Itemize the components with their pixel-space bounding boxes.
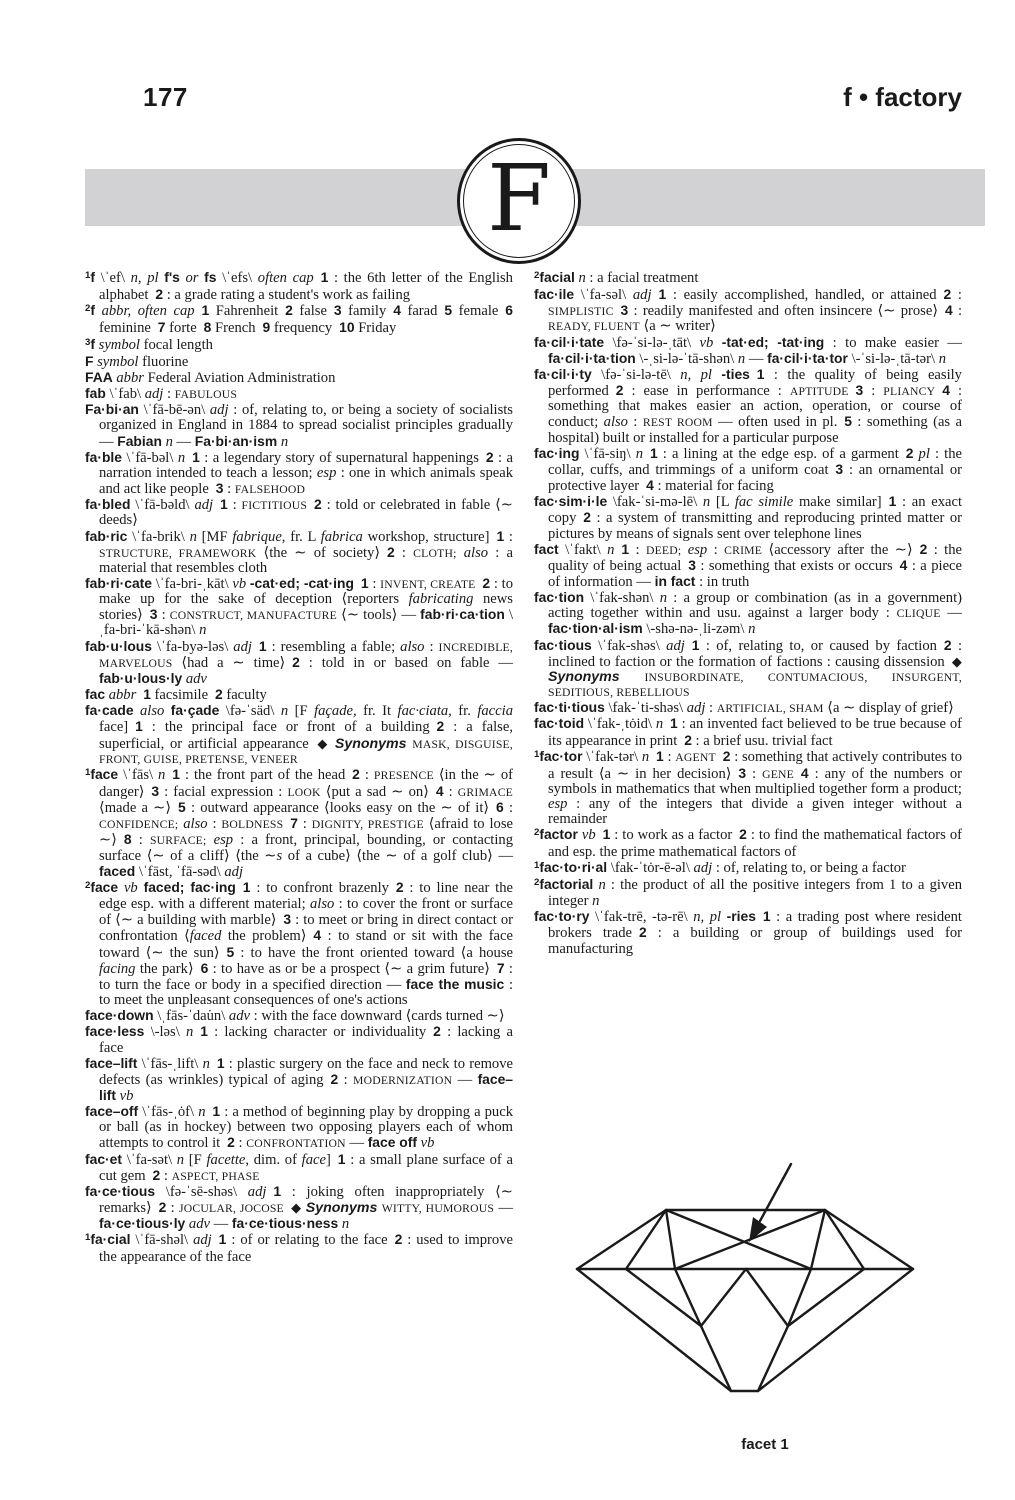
gem-crown-facet [666,1210,675,1269]
dictionary-entry: fac·toid \ˈfak-ˌtȯid\ n 1 : an invented fact believed to be true because of its appearance in print 2 : a brief usu. trivial fact [534,715,962,749]
dictionary-entry: fac·ti·tious \fak-ˈti-shəs\ adj : ARTIFICIAL, SHAM ⟨a ∼ display of grief⟩ [534,699,954,717]
dictionary-entry: F symbol fluorine [85,352,189,370]
dictionary-entry: $^1$fa·cial \ˈfā-shəl\ adj 1 : of or relating to the face 2 : used to improve the appearance of the face [85,1231,513,1265]
dictionary-entry: fac·to·ry \ˈfak-trē, -tə-rē\ n, pl -ries 1 : a trading post where resident brokers trade 2 : a building or group of buildings used for manufacturing [534,908,962,957]
letter-medallion-inner-ring [463,144,575,258]
dictionary-entry: $^3$f symbol focal length [85,335,213,353]
guide-words: f • factory [843,82,962,112]
dictionary-entry: fab·u·lous \ˈfa-byə-ləs\ adj 1 : resembling a fable; also : INCREDIBLE, MARVELOUS ⟨had a ∼ time⟩ 2 : told in or based on fable — fab·u·lous·ly adv [85,637,514,687]
dictionary-entry: $^2$factor vb 1 : to work as a factor 2 : to find the mathematical factors of and esp. the prime mathematical factors of [534,826,962,860]
page-number: 177 [143,82,188,112]
text-columns [85,270,963,1265]
dictionary-entry: fac·ing \ˈfā-siŋ\ n 1 : a lining at the edge esp. of a garment 2 pl : the collar, cuffs, and trimmings of a uniform coat 3 : an ornamental or protective layer 4 : material for facing [534,444,962,495]
dictionary-entry: $^1$fac·to·ri·al \fak-ˈtȯr-ē-əl\ adj : of, relating to, or being a factor [534,858,906,876]
dictionary-entry: fac abbr 1 facsimile 2 faculty [85,686,267,704]
dictionary-entry: $^1$f \ˈef\ n, pl f's or fs \ˈefs\ often cap 1 : the 6th letter of the English alphabet 2 : a grade rating a student's work as failing [85,269,513,304]
right-column [534,270,962,1265]
dictionary-entry: $^1$fac·tor \ˈfak-tər\ n 1 : AGENT 2 : something that actively contributes to a result ⟨a ∼ in her decision⟩ 3 : GENE 4 : any of the numbers or symbols in mathematics that when multiplied together form a product; esp : any of the integers that divide a given integer without a remainder [534,747,962,828]
dictionary-entry: fa·ble \ˈfā-bəl\ n 1 : a legendary story of supernatural happenings 2 : a narration intended to teach a lesson; esp : one in which animals speak and act like people 3 : FALSEHOOD [85,448,513,498]
dictionary-entry: face·less \-ləs\ n 1 : lacking character or individuality 2 : lacking a face [85,1023,514,1056]
letter-medallion [457,138,581,264]
dictionary-entry: FAA abbr Federal Aviation Administration [85,368,336,386]
gem-crown-facet [666,1210,811,1269]
dictionary-entry: fact \ˈfakt\ n 1 : DEED; esp : CRIME ⟨accessory after the ∼⟩ 2 : the quality of being actual 3 : something that exists or occurs 4 : a piece of information — in fact : in truth [534,540,963,590]
dictionary-entry: face–off \ˈfās-ˌȯf\ n 1 : a method of beginning play by dropping a puck or ball (as in hockey) between two opposing players each of whom attempts to control it 2 : CONFRONTATION — face off vb [85,1103,513,1152]
dictionary-entry: fab·ric \ˈfa-brik\ n [MF fabrique, fr. L fabrica workshop, structure] 1 : STRUCTURE, FRAMEWORK ⟨the ∼ of society⟩ 2 : CLOTH; also : a material that resembles cloth [85,527,513,576]
dictionary-entry: fac·ile \ˈfa-səl\ adj 1 : easily accomplished, handled, or attained 2 : SIMPLISTIC 3 : readily manifested and often insincere ⟨∼ prose⟩ 4 : READY, FLUENT ⟨a ∼ writer⟩ [534,286,962,335]
left-column [85,270,513,1265]
dictionary-entry: fac·tious \ˈfak-shəs\ adj 1 : of, relating to, or caused by faction 2 : inclined to faction or the formation of factions : causing dissension ◆ Synonyms INSUBORDINATE, CONTUMACIOUS, INSURGENT, SEDITIOUS, REBELLIOUS [534,636,963,700]
gem-figure [563,1158,967,1458]
gem-crown-facet [825,1210,864,1269]
dictionary-entry: fac·tion \ˈfak-shən\ n : a group or combination (as in a government) acting together within and usu. against a larger body : CLIQUE — fac·tion·al·ism \-shə-nə-ˌli-zəm\ n [534,589,962,638]
dictionary-entry: Fa·bi·an \ˈfā-bē-ən\ adj : of, relating to, or being a society of socialists organized in England in 1884 to spread socialist principles gradually — Fabian n — Fa·bi·an·ism n [85,401,513,450]
dictionary-entry: fa·cil·i·ty \fə-ˈsi-lə-tē\ n, pl -ties 1 : the quality of being easily performed 2 : ease in performance : APTITUDE 3 : PLIANCY 4 : something that makes easier an action, operation, or course of conduct; also : REST ROOM — often used in pl. 5 : something (as a hospital) built or installed for a particular purpose [534,365,963,446]
dictionary-entry: face–lift \ˈfās-ˌlift\ n 1 : plastic surgery on the face and neck to remove defects (as wrinkles) typical of aging 2 : MODERNIZATION — face–lift vb [85,1054,514,1104]
facet-arrow-line [760,1164,791,1221]
gem-illustration [563,1158,967,1458]
section-letter: F [487,145,551,252]
gem-crown-facet [626,1210,666,1269]
figure-caption: facet 1 [741,1436,789,1453]
dictionary-entry: face·down \ˌfās-ˈdau̇n\ adv : with the face downward ⟨cards turned ∼⟩ [85,1007,505,1025]
dictionary-entry: $^1$face \ˈfās\ n 1 : the front part of the head 2 : PRESENCE ⟨in the ∼ of danger⟩ 3 : facial expression : LOOK ⟨put a sad ∼ on⟩ 4 : GRIMACE ⟨made a ∼⟩ 5 : outward appearance ⟨looks easy on the ∼ of it⟩ 6 : CONFIDENCE; also : BOLDNESS 7 : DIGNITY, PRESTIGE ⟨afraid to lose ∼⟩ 8 : SURFACE; esp : a front, principal, bounding, or contacting surface ⟨∼ of a cliff⟩ ⟨the ∼s of a cube⟩ ⟨the ∼ of a golf club⟩ — faced \ˈfāst, ˈfā-səd\ adj [85,765,514,880]
gem-pavilion-outline [577,1269,913,1391]
dictionary-entry: $^2$facial n : a facial treatment [534,269,699,286]
gem-crown-facet [811,1210,825,1269]
dictionary-entry: fa·cil·i·tate \fə-ˈsi-lə-ˌtāt\ vb -tat·ed; -tat·ing : to make easier — fa·cil·i·ta·tion \-ˌsi-lə-ˈtā-shən\ n — fa·cil·i·ta·tor \-ˈsi-lə-ˌtā-tər\ n [534,333,962,367]
dictionary-entry: $^2$f abbr, often cap 1 Fahrenheit 2 false 3 family 4 farad 5 female 6 feminine 7 forte 8 French 9 frequency 10 Friday [85,302,514,337]
gem-pavilion-facet [626,1269,731,1391]
gem-crown-outline [577,1210,913,1269]
dictionary-entry: $^2$face vb faced; fac·ing 1 : to confront brazenly 2 : to line near the edge esp. with a different material; also : to cover the front or surface of ⟨∼ a building with marble⟩ 3 : to meet or bring in direct contact or confrontation ⟨faced the problem⟩ 4 : to stand or sit with the face toward ⟨∼ the sun⟩ 5 : to have the front oriented toward ⟨a house facing the park⟩ 6 : to have as or be a prospect ⟨∼ a grim future⟩ 7 : to turn the face or body in a specified direction — face the music : to meet the unpleasant consequences of one's actions [85,878,513,1009]
gem-pavilion-facet [746,1269,788,1326]
dictionary-entry: fa·bled \ˈfā-bəld\ adj 1 : FICTITIOUS 2 : told or celebrated in fable ⟨∼ deeds⟩ [85,496,514,529]
dictionary-entry: $^2$factorial n : the product of all the positive integers from 1 to a given integer n [534,875,962,910]
dictionary-entry: fab·ri·cate \ˈfa-bri-ˌkāt\ vb -cat·ed; -cat·ing 1 : INVENT, CREATE 2 : to make up for the sake of deception ⟨reporters fabricating news stories⟩ 3 : CONSTRUCT, MANUFACTURE ⟨∼ tools⟩ — fab·ri·ca·tion \ˌfa-bri-ˈkā-shən\ n [85,574,514,639]
gem-pavilion-facet [758,1269,864,1391]
dictionary-entry: fa·ce·tious \fə-ˈsē-shəs\ adj 1 : joking often inappropriately ⟨∼ remarks⟩ 2 : JOCULAR, JOCOSE ◆ Synonyms WITTY, HUMOROUS — fa·ce·tious·ly adv — fa·ce·tious·ness n [85,1182,513,1233]
gem-pavilion-facet [701,1269,746,1326]
dictionary-entry: fa·cade also fa·çade \fə-ˈsäd\ n [F façade, fr. It fac·ciata, fr. faccia face] 1 : the principal face or front of a building 2 : a false, superficial, or artificial appearance ◆ Synonyms MASK, DISGUISE, FRONT, GUISE, PRETENSE, VENEER [85,702,514,766]
dictionary-entry: fab \ˈfab\ adj : FABULOUS [85,385,238,403]
facet-arrow-head [749,1217,767,1242]
dictionary-entry: fac·et \ˈfa-sət\ n [F facette, dim. of face] 1 : a small plane surface of a cut gem 2 : ASPECT, PHASE [85,1150,513,1184]
dictionary-entry: fac·sim·i·le \fak-ˈsi-mə-lē\ n [L fac simile make similar] 1 : an exact copy 2 : a system of transmitting and reproducing printed matter or pictures by means of signals sent over telephone lines [534,493,963,542]
